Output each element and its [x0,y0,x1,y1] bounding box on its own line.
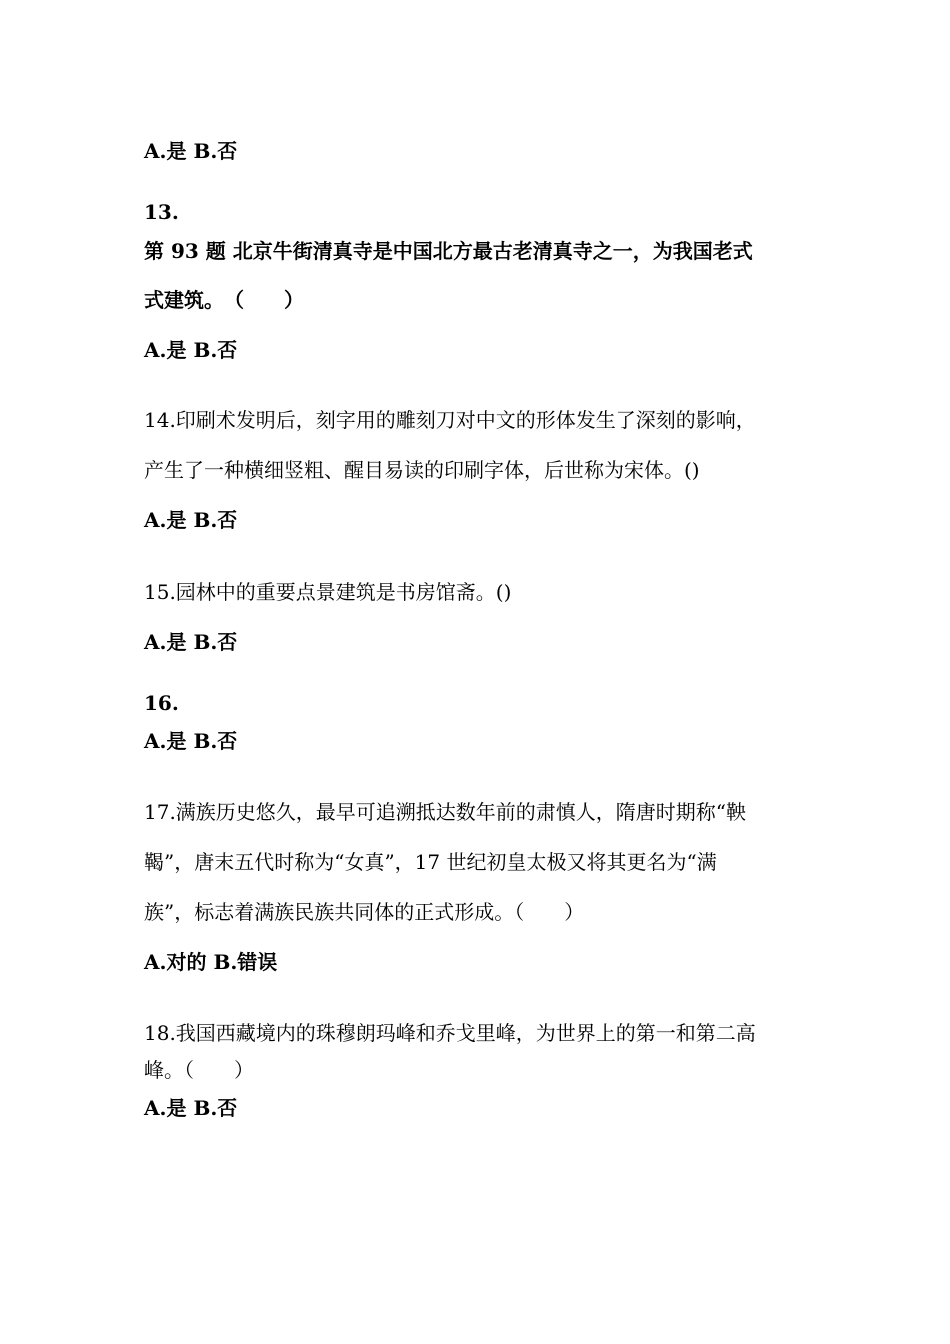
question-text: 15.园林中的重要点景建筑是书房馆斋。() [144,580,512,604]
question-text: 14.印刷术发明后，刻字用的雕刻刀对中文的形体发生了深刻的影响， [144,408,756,432]
question-text: 族”，标志着满族民族共同体的正式形成。（ ） [144,900,585,924]
question-text: 18.我国西藏境内的珠穆朗玛峰和乔戈里峰，为世界上的第一和第二高 [144,1021,756,1045]
question-number: 16. [144,691,179,715]
question-text: 产生了一种横细竖粗、醒目易读的印刷字体，后世称为宋体。() [144,458,700,482]
answer-options: A.是 B.否 [144,338,238,362]
question-text: 鞨”，唐末五代时称为“女真”，17 世纪初皇太极又将其更名为“满 [144,850,717,874]
answer-options: A.是 B.否 [144,508,238,532]
answer-options: A.是 B.否 [144,729,238,753]
answer-options: A.是 B.否 [144,1096,238,1120]
answer-options: A.对的 B.错误 [144,950,278,974]
question-number: 13. [144,200,179,224]
question-text: 式建筑。 （ ） [144,288,304,312]
answer-options: A.是 B.否 [144,139,238,163]
question-text: 第 93 题 北京牛街清真寺是中国北方最古老清真寺之一，为我国老式 [144,239,753,263]
question-text: 峰。（ ） [144,1058,254,1082]
answer-options: A.是 B.否 [144,630,238,654]
question-text: 17.满族历史悠久，最早可追溯抵达数年前的肃慎人，隋唐时期称“鞅 [144,800,747,824]
